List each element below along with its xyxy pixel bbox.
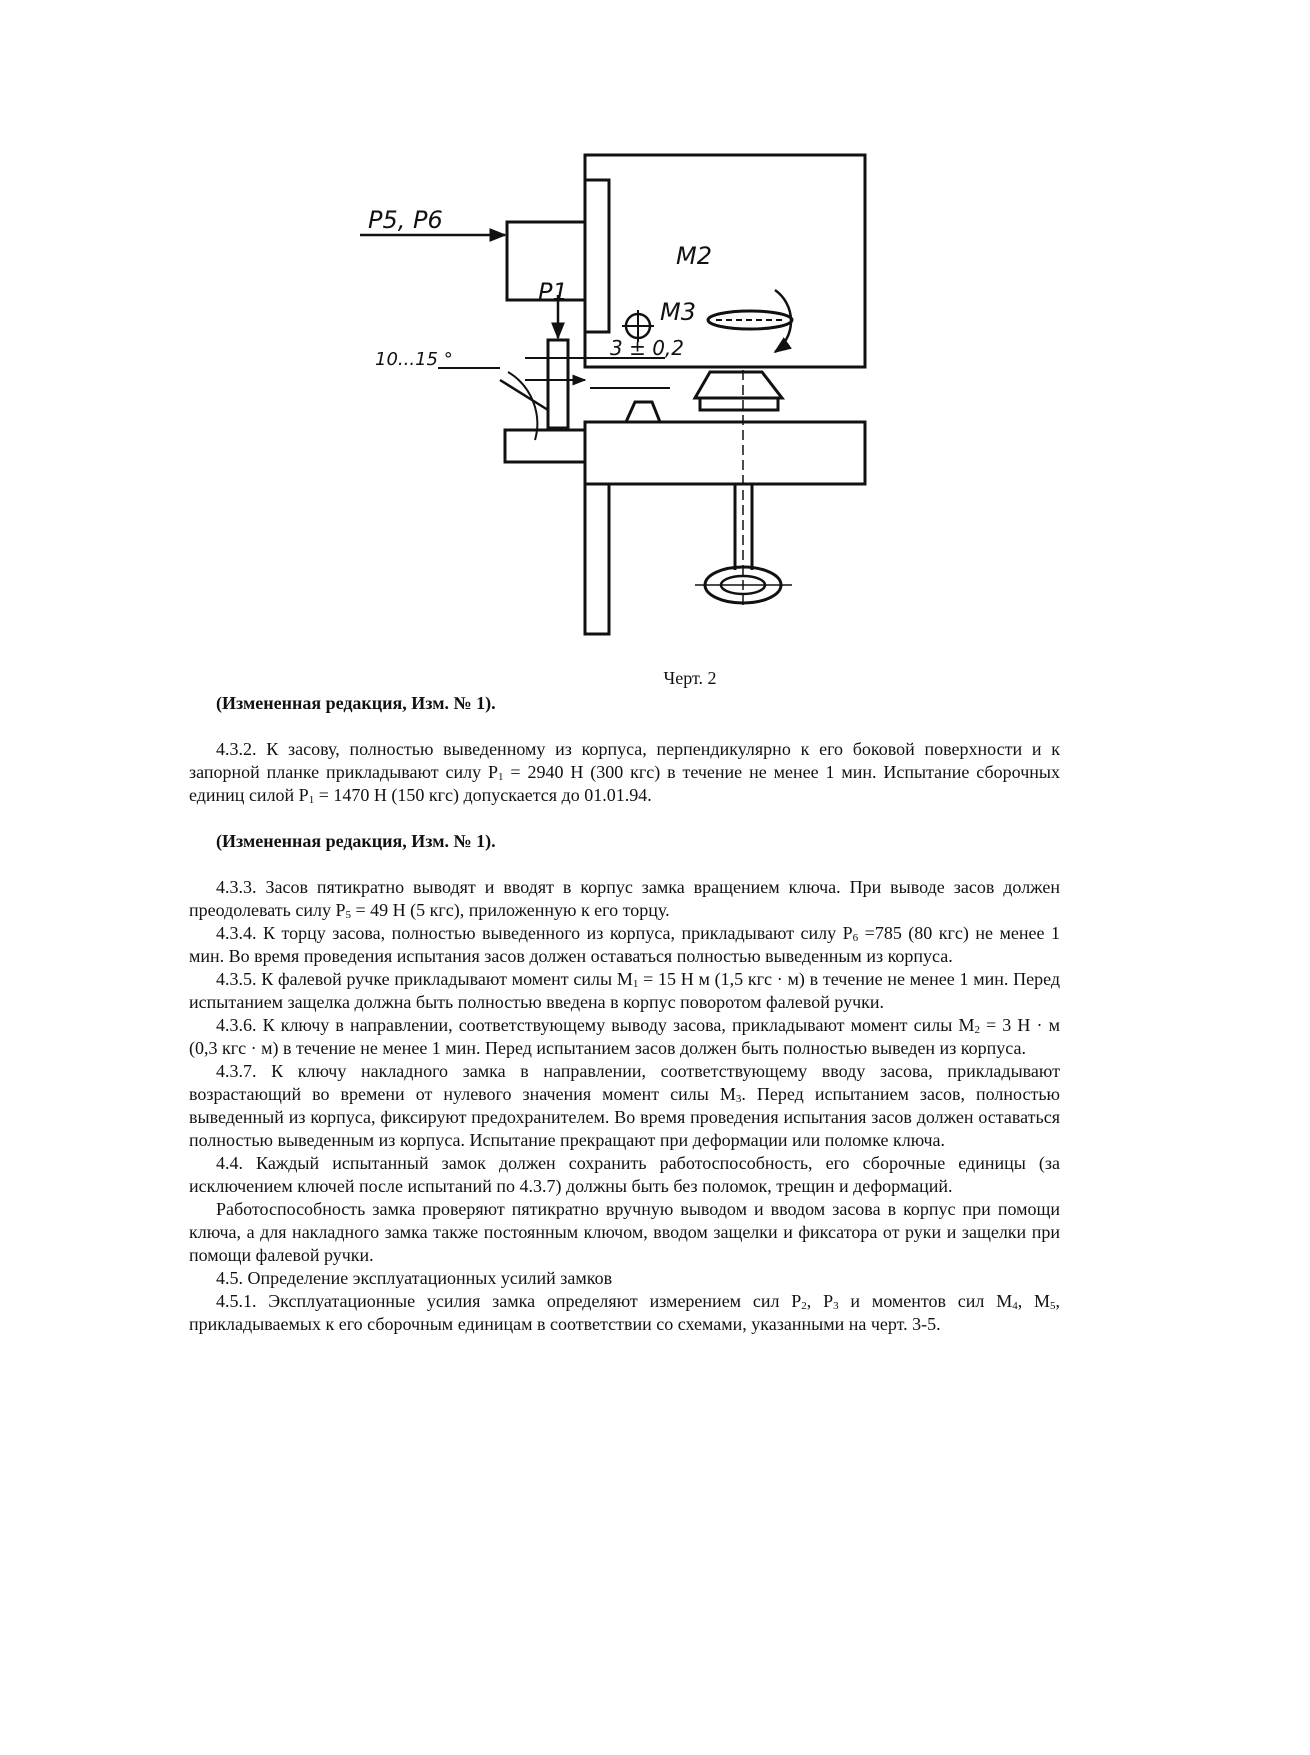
- knob-cap-outline: [695, 372, 782, 398]
- lower-plate-outline: [585, 422, 865, 484]
- p1-block-outline: [548, 340, 568, 428]
- label-angle: 10...15 °: [375, 349, 453, 370]
- paragraph-4-4: 4.4. Каждый испытанный замок должен сохранить работоспособность, его сборочные единицы (за исключением ключей после испытаний по 4.3.7) должны быть без поломок, трещин и деформаций.: [189, 1153, 1060, 1196]
- lock-test-diagram: [368, 140, 880, 660]
- paragraph-4-3-2: 4.3.2. К засову, полностью выведенному из корпуса, перпендикулярно к его боковой поверхности и к запорной планке прикладывают силу $Р_1 = 2940$ Н (300 кгс) в течение не менее 1 мин. Испытание сборочных единиц силой $Р_1 = 1470$ Н (150 кгс) допускается до 01.01.94.: [189, 739, 1060, 806]
- label-p5-p6: P5, P6: [368, 206, 443, 234]
- paragraph-4-3-6: 4.3.6. К ключу в направлении, соответствующему выводу засова, прикладывают момент силы $М_2 = 3$ Н · м (0,3 кгс · м) в течение не менее 1 мин. Перед испытанием засов должен быть полностью выведен из корпуса.: [189, 1015, 1060, 1058]
- label-p1: P1: [538, 278, 568, 306]
- paragraph-4-3-5: 4.3.5. К фалевой ручке прикладывают момент силы $М_1 = 15$ Н м (1,5 кгс · м) в течение не менее 1 мин. Перед испытанием защелка должна быть полностью введена в корпус поворотом фалевой ручки.: [189, 969, 1060, 1012]
- faceplate-outline: [585, 180, 609, 332]
- paragraph-4-5: 4.5. Определение эксплуатационных усилий замков: [216, 1268, 613, 1288]
- paragraph-4-5-1: 4.5.1. Эксплуатационные усилия замка определяют измерением сил $Р_2$, $Р_3$ и моментов сил $М_4$, $М_5$, прикладываемых к его сборочным единицам в соответствии со схемами, указанными на черт. 3-5.: [189, 1291, 1061, 1334]
- strike-outline: [585, 484, 609, 634]
- latch-outline: [505, 430, 585, 462]
- paragraph-4-3-3: 4.3.3. Засов пятикратно выводят и вводят в корпус замка вращением ключа. При выводе засов должен преодолевать силу $Р_5 = 49$ Н (5 кгс), приложенную к его торцу.: [189, 877, 1060, 921]
- paragraph-4-3-7: 4.3.7. К ключу накладного замка в направлении, соответствующему вводу засова, прикладывают возрастающий во времени от нулевого значения момент силы $М_3$. Перед испытанием засов, полностью выведенный из корпуса, фиксируют предохранителем. Во время проведения испытания засов должен оставаться полностью выведенным из корпуса. Испытание прекращают при деформации или поломке ключа.: [189, 1061, 1061, 1150]
- paragraph-operability: Работоспособность замка проверяют пятикратно вручную выводом и вводом засова в корпус при помощи ключа, а для накладного замка также постоянным ключом, вводом защелки и фиксатора от руки и защелки при помощи фалевой ручки.: [189, 1199, 1060, 1265]
- figure-caption: Черт. 2: [663, 668, 717, 688]
- revision-note-2: (Измененная редакция, Изм. № 1).: [216, 831, 496, 851]
- paragraph-4-3-4: 4.3.4. К торцу засова, полностью выведенного из корпуса, прикладывают силу $Р_6 =785$ (80 кгс) не менее 1 мин. Во время проведения испытания засов должен оставаться полностью выведенным из корпуса.: [189, 923, 1060, 966]
- technical-drawing: [368, 140, 880, 660]
- label-m3: M3: [660, 298, 696, 326]
- body-text: [189, 692, 1060, 1336]
- revision-note-1: (Измененная редакция, Изм. № 1).: [216, 693, 496, 713]
- label-dimension: 3 ± 0,2: [610, 336, 685, 360]
- label-m2: M2: [676, 242, 712, 270]
